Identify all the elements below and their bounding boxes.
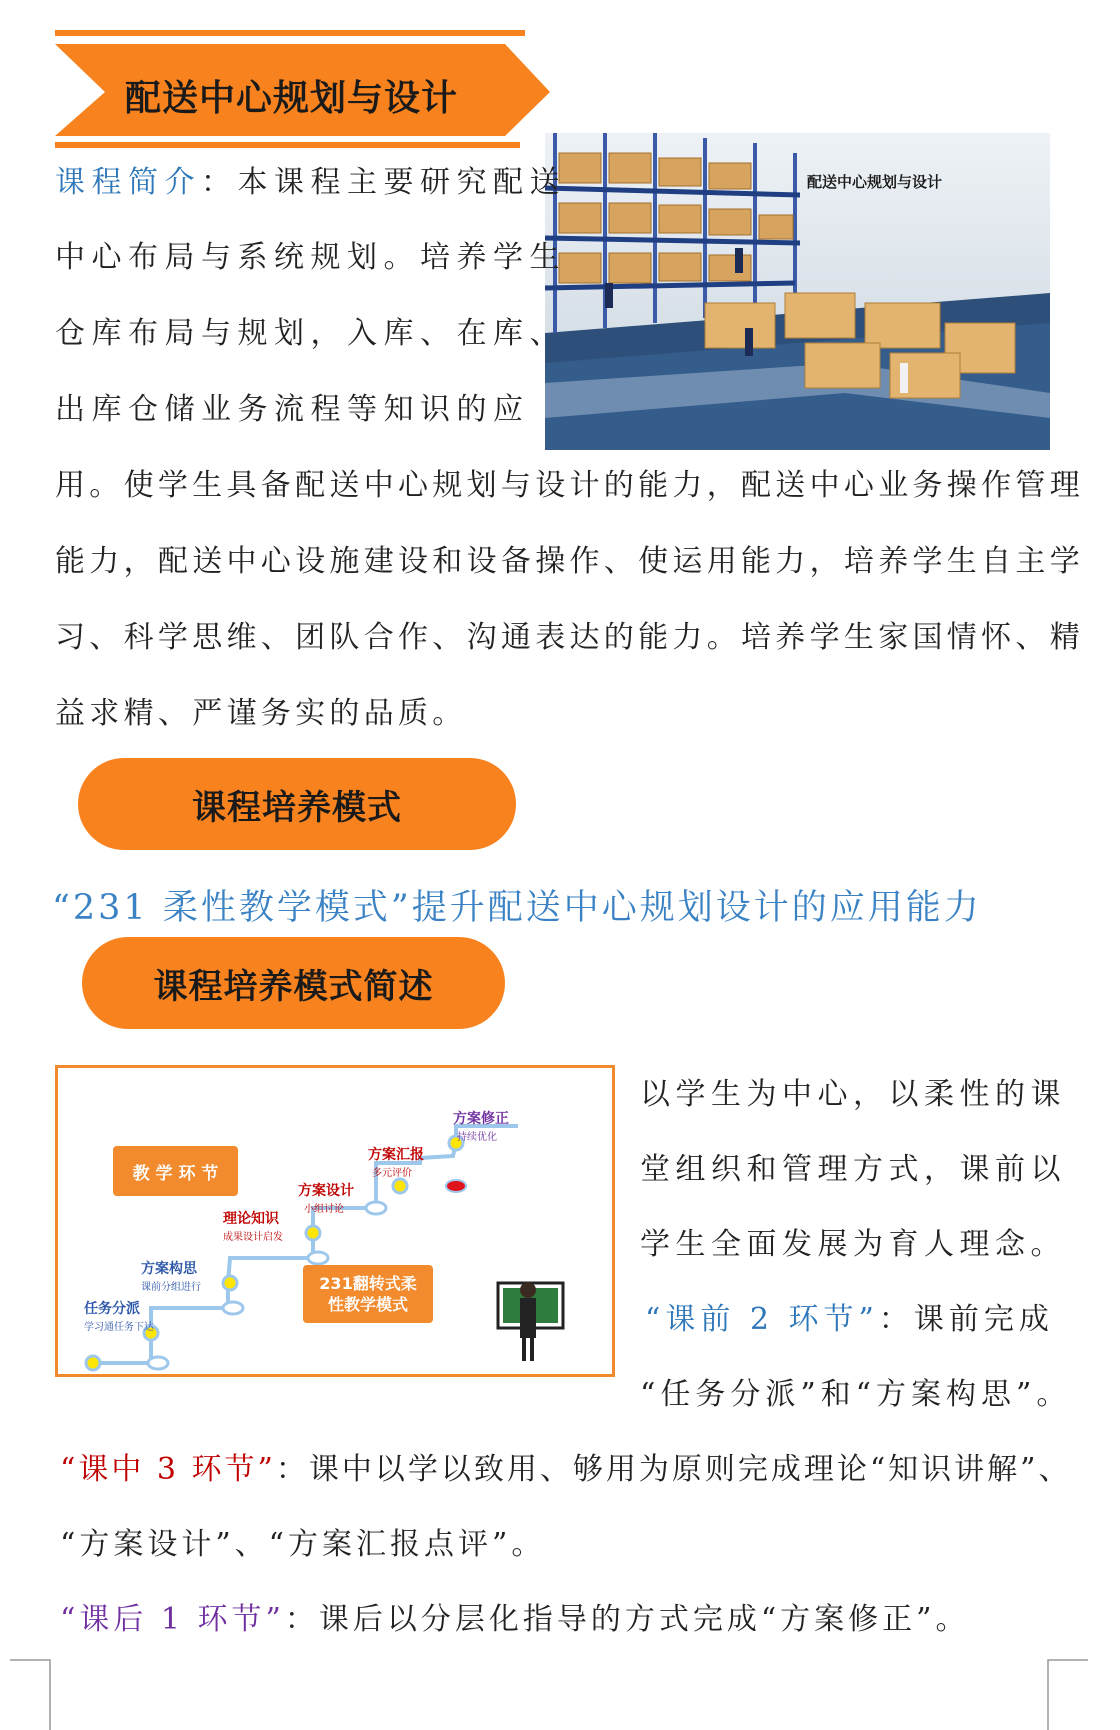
mode-side-line-2: 堂组织和管理方式，课前以 — [640, 1152, 1066, 1187]
step-sub: 课前分组进行 — [141, 1282, 201, 1293]
step-plan-design — [298, 1180, 354, 1215]
mode-side-line-3: 学生全面发展为育人理念。 — [640, 1227, 1066, 1262]
intro-line-2: 中心布局与系统规划。培养学生 — [55, 240, 566, 275]
intro-line-6: 能力，配送中心设施建设和设备操作、使运用能力，培养学生自主学 — [55, 544, 1084, 579]
intro-line-1 — [55, 163, 566, 203]
in-class-label: “课中 3 环节” — [60, 1452, 276, 1487]
mode-side-line-1: 以学生为中心，以柔性的课 — [640, 1077, 1066, 1112]
step-sub: 持续优化 — [457, 1132, 497, 1143]
step-sub: 多元评价 — [372, 1168, 412, 1179]
step-task-assign — [84, 1298, 154, 1333]
pre-class-text: ：课前完成 — [878, 1302, 1054, 1337]
section-heading-mode-overview: 课程培养模式简述 — [82, 937, 505, 1029]
step-sub: 学习通任务下达 — [84, 1322, 154, 1333]
in-class-text: ：课中以学以致用、够用为原则完成理论“知识讲解”、 — [275, 1452, 1072, 1487]
page-title: 配送中心规划与设计 — [125, 78, 459, 119]
post-class-line — [60, 1600, 970, 1640]
pre-class-line — [645, 1300, 1054, 1340]
step-sub: 小组讨论 — [304, 1204, 344, 1215]
flipped-mode-line-2: 性教学模式 — [327, 1295, 408, 1314]
teaching-stage-box: 教 学 环 节 — [113, 1146, 238, 1196]
post-class-label: “课后 1 环节” — [60, 1602, 285, 1637]
step-theory — [223, 1208, 283, 1243]
intro-line-5: 用。使学生具备配送中心规划与设计的能力，配送中心业务操作管理 — [55, 468, 1084, 503]
step-title: 方案汇报 — [368, 1147, 424, 1163]
step-plan-report — [368, 1144, 424, 1179]
page-corner-mark-left — [0, 1650, 60, 1730]
step-title: 方案修正 — [453, 1111, 509, 1127]
warehouse-illustration — [545, 133, 1050, 450]
page-corner-mark-right — [1040, 1650, 1120, 1730]
step-plan-idea — [141, 1258, 201, 1293]
step-plan-revise — [453, 1108, 509, 1143]
teaching-stages-diagram — [55, 1065, 615, 1377]
step-sub: 成果设计启发 — [223, 1232, 283, 1243]
intro-text: ：本课程主要研究配送 — [201, 165, 566, 200]
slogan: “231 柔性教学模式”提升配送中心规划设计的应用能力 — [52, 888, 982, 928]
flipped-mode-box — [303, 1265, 433, 1323]
pre-class-label: “课前 2 环节” — [645, 1302, 879, 1337]
post-class-text: ：课后以分层化指导的方式完成“方案修正”。 — [284, 1602, 970, 1637]
in-class-line — [60, 1450, 1072, 1490]
intro-line-8: 益求精、严谨务实的品质。 — [55, 696, 467, 731]
step-title: 方案设计 — [298, 1183, 354, 1199]
intro-line-3: 仓库布局与规划，入库、在库、 — [55, 316, 566, 351]
intro-line-4: 出库仓储业务流程等知识的应 — [55, 392, 530, 427]
step-title: 理论知识 — [223, 1211, 279, 1227]
pre-class-line-2: “任务分派”和“方案构思”。 — [640, 1377, 1072, 1412]
intro-line-7: 习、科学思维、团队合作、沟通表达的能力。培养学生家国情怀、精 — [55, 620, 1084, 655]
step-title: 方案构思 — [141, 1261, 197, 1277]
step-title: 任务分派 — [84, 1301, 140, 1317]
in-class-line-2: “方案设计”、“方案汇报点评”。 — [60, 1527, 546, 1562]
section-heading-training-mode: 课程培养模式 — [78, 758, 516, 850]
flipped-mode-line-1: 231翻转式柔 — [319, 1274, 417, 1293]
intro-label: 课程简介 — [55, 165, 201, 200]
image-caption: 配送中心规划与设计 — [807, 173, 943, 191]
